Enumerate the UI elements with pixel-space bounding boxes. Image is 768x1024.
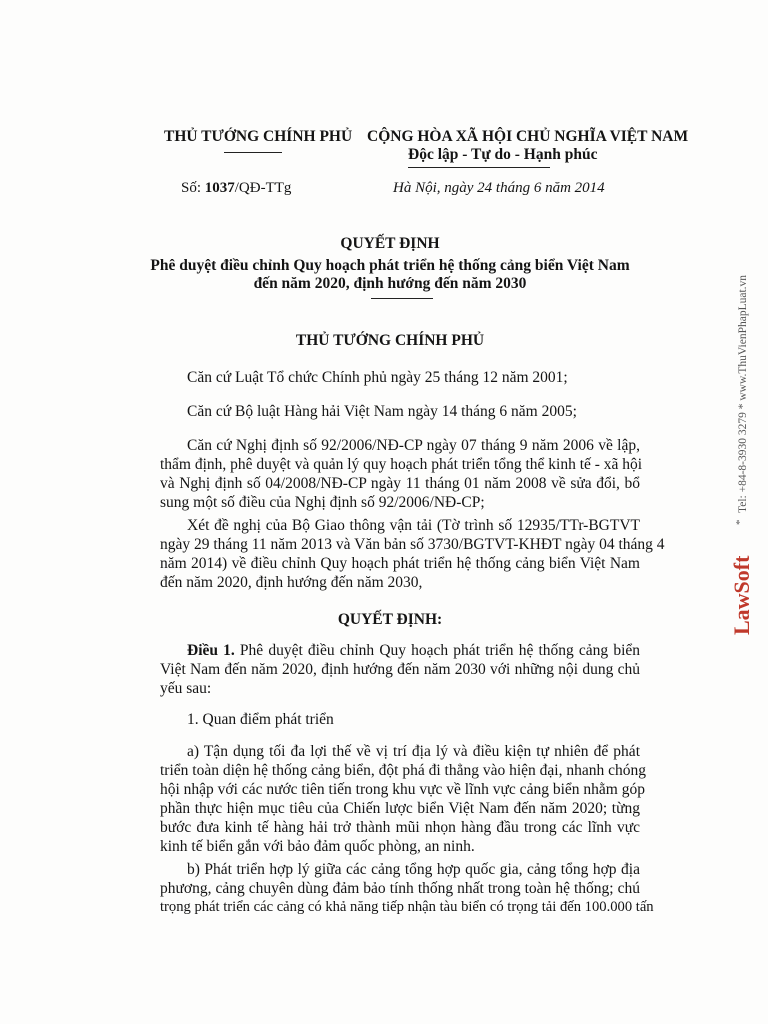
title-underline bbox=[371, 298, 433, 299]
agency-underline bbox=[224, 152, 282, 153]
proposal-line: đến năm 2020, định hướng đến năm 2030, bbox=[160, 574, 423, 591]
article-1-line: Việt Nam đến năm 2020, định hướng đến năm 2030 với những nội dung chủ bbox=[160, 661, 640, 678]
basis-line: Căn cứ Luật Tổ chức Chính phủ ngày 25 tháng 12 năm 2001; bbox=[187, 369, 568, 386]
title-subject-line-2: đến năm 2020, định hướng đến năm 2030 bbox=[253, 275, 527, 292]
point-b-line: b) Phát triển hợp lý giữa các cảng tổng hợp quốc gia, cảng tổng hợp địa bbox=[187, 861, 640, 878]
point-a-line: bước đưa kinh tế hàng hải trở thành mũi nhọn hàng đầu trong các lĩnh vực bbox=[160, 819, 640, 836]
place-date: Hà Nội, ngày 24 tháng 6 năm 2014 bbox=[393, 180, 605, 196]
watermark-brand: LawSoft bbox=[729, 555, 754, 635]
doc-no-value: 1037 bbox=[204, 180, 235, 196]
watermark-svg bbox=[718, 195, 758, 645]
watermark-contact: Tel: +84-8-3930 3279 * www.ThuVienPhapLuat.vn bbox=[737, 274, 749, 513]
article-1-line: yếu sau: bbox=[160, 680, 212, 697]
document-title: QUYẾT ĐỊNH bbox=[340, 235, 440, 252]
document-number bbox=[181, 180, 291, 197]
point-a-line: a) Tận dụng tối đa lợi thế về vị trí địa lý và điều kiện tự nhiên để phát bbox=[187, 743, 640, 760]
point-a-line: phần thực hiện mục tiêu của Chiến lược biển Việt Nam đến năm 2020; từng bbox=[160, 800, 640, 817]
motto-underline bbox=[408, 167, 550, 168]
lawsoft-watermark bbox=[718, 195, 758, 645]
basis-decree-line: Căn cứ Nghị định số 92/2006/NĐ-CP ngày 07 tháng 9 năm 2006 về lập, bbox=[187, 437, 640, 454]
proposal-line: ngày 29 tháng 11 năm 2013 và Văn bản số 3730/BGTVT-KHĐT ngày 04 tháng 4 bbox=[160, 536, 665, 553]
point-a-line: triển toàn diện hệ thống cảng biển, đột phá đi thẳng vào hiện đại, nhanh chóng bbox=[160, 762, 646, 779]
national-title: CỘNG HÒA XÃ HỘI CHỦ NGHĨA VIỆT NAM bbox=[367, 128, 689, 145]
point-b-line: trọng phát triển các cảng có khả năng tiếp nhận tàu biển có trọng tải đến 100.000 tấn bbox=[160, 899, 654, 915]
section-1-title: 1. Quan điểm phát triển bbox=[187, 711, 334, 728]
article-1-label: Điều 1. bbox=[187, 642, 235, 659]
doc-no-label: Số: bbox=[181, 180, 205, 196]
article-1-line bbox=[187, 641, 640, 660]
national-motto: Độc lập - Tự do - Hạnh phúc bbox=[408, 146, 598, 163]
basis-decree-line: và Nghị định số 04/2008/NĐ-CP ngày 11 tháng 01 năm 2008 về sửa đổi, bổ bbox=[160, 475, 640, 492]
doc-no-suffix: /QĐ-TTg bbox=[234, 180, 292, 196]
basis-decree-line: thẩm định, phê duyệt và quản lý quy hoạch phát triển tổng thể kinh tế - xã hội bbox=[160, 456, 643, 473]
point-b-line: phương, cảng chuyên dùng đảm bảo tính thống nhất trong toàn hệ thống; chú bbox=[160, 880, 640, 897]
proposal-line: năm 2014) về điều chỉnh Quy hoạch phát triển hệ thống cảng biển Việt Nam bbox=[160, 555, 640, 572]
article-1-text: Phê duyệt điều chỉnh Quy hoạch phát triển hệ thống cảng biển bbox=[234, 642, 641, 659]
point-a-line: hội nhập với các nước tiên tiến trong khu vực về lĩnh vực cảng biển nhằm góp bbox=[160, 781, 645, 798]
issuer-heading: THỦ TƯỚNG CHÍNH PHỦ bbox=[295, 332, 485, 349]
basis-line: Căn cứ Bộ luật Hàng hải Việt Nam ngày 14 tháng 6 năm 2005; bbox=[187, 403, 577, 420]
watermark-separator: * bbox=[734, 519, 746, 525]
point-a-line: kinh tế biển gắn với bảo đảm quốc phòng, an ninh. bbox=[160, 838, 475, 855]
decision-heading: QUYẾT ĐỊNH: bbox=[337, 611, 443, 628]
basis-decree-line: sung một số điều của Nghị định số 92/2006/NĐ-CP; bbox=[160, 494, 485, 511]
proposal-line: Xét đề nghị của Bộ Giao thông vận tải (Tờ trình số 12935/TTr-BGTVT bbox=[187, 517, 640, 534]
title-subject-line-1: Phê duyệt điều chỉnh Quy hoạch phát triển hệ thống cảng biển Việt Nam bbox=[150, 257, 630, 274]
issuing-agency: THỦ TƯỚNG CHÍNH PHỦ bbox=[164, 128, 353, 145]
